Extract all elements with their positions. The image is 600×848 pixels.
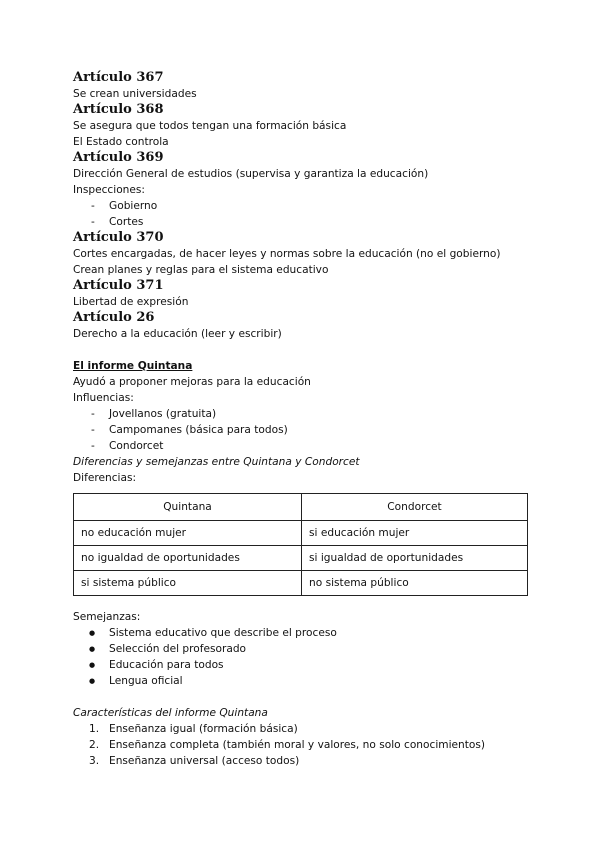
article-heading: Artículo 368 [73,102,164,117]
item-text: Enseñanza completa (también moral y valores, no solo conocimientos) [109,739,486,751]
table-row [74,546,528,571]
subtitle: Diferencias y semejanzas entre Quintana y Condorcet [73,456,360,468]
section-text: Ayudó a proponer mejoras para la educación [73,376,311,388]
document-page [73,70,533,769]
table-row [74,571,528,596]
item-number: 1. [89,723,100,735]
article-text: Dirección General de estudios (supervisa y garantiza la educación) [73,168,429,180]
list-item: ● Lengua oficial [73,673,533,689]
article-text: Crean planes y reglas para el sistema educativo [73,264,329,276]
similarities-label: Semejanzas: [73,611,141,623]
item-text: Enseñanza universal (acceso todos) [109,755,300,767]
item-number: 3. [89,755,100,767]
article-heading: Artículo 369 [73,150,164,165]
article-text: Se crean universidades [73,88,197,100]
list-item: ● Educación para todos [73,657,533,673]
item-text: Enseñanza igual (formación básica) [109,723,298,735]
table-header: Quintana [74,494,302,521]
table-header-row [74,494,528,521]
article-text: Inspecciones: [73,184,145,196]
article-text: El Estado controla [73,136,169,148]
table-cell: no educación mujer [74,521,302,546]
list-item: - Cortes [73,214,533,230]
list-item: - Campomanes (básica para todos) [73,422,533,438]
article-heading: Artículo 26 [73,310,155,325]
table-cell: no igualdad de oportunidades [74,546,302,571]
article-heading: Artículo 367 [73,70,164,85]
list-item [73,737,533,753]
differences-label: Diferencias: [73,472,137,484]
article-text: Cortes encargadas, de hacer leyes y normas sobre la educación (no el gobierno) [73,248,501,260]
characteristics-title: Características del informe Quintana [73,707,268,719]
article-heading: Artículo 370 [73,230,164,245]
article-text: Libertad de expresión [73,296,189,308]
table-row [74,521,528,546]
list-item [73,721,533,737]
table-cell: si igualdad de oportunidades [302,546,528,571]
list-item: ● Sistema educativo que describe el proceso [73,625,533,641]
article-heading: Artículo 371 [73,278,164,293]
list-item [73,753,533,769]
article-text: Derecho a la educación (leer y escribir) [73,328,282,340]
influences-label: Influencias: [73,392,134,404]
list-item: ● Selección del profesorado [73,641,533,657]
table-cell: si sistema público [74,571,302,596]
list-item: - Gobierno [73,198,533,214]
section-title: El informe Quintana [73,360,193,372]
item-number: 2. [89,739,100,751]
table-header: Condorcet [302,494,528,521]
list-item: - Condorcet [73,438,533,454]
list-item: - Jovellanos (gratuita) [73,406,533,422]
comparison-table [73,493,528,596]
article-text: Se asegura que todos tengan una formación básica [73,120,347,132]
table-cell: no sistema público [302,571,528,596]
table-cell: si educación mujer [302,521,528,546]
